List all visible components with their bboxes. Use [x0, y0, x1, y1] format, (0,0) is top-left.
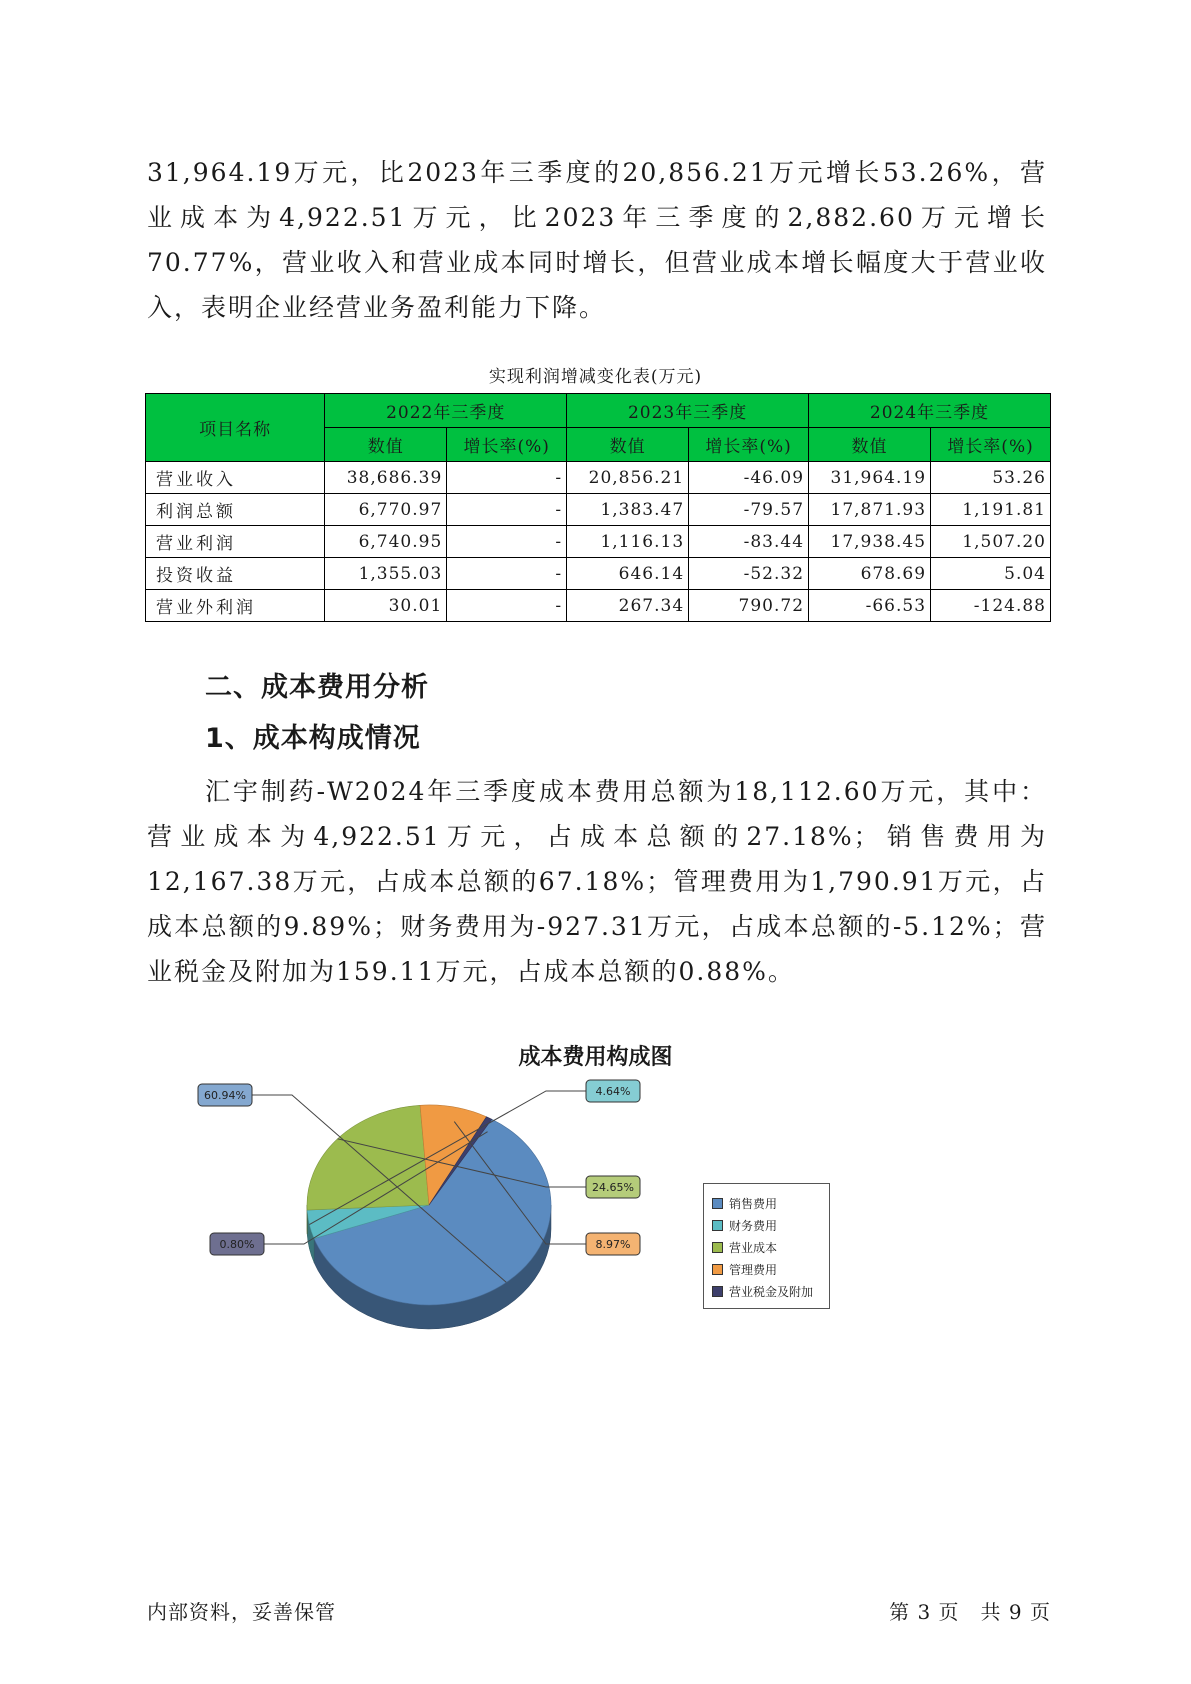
value-cell: 267.34 [567, 590, 689, 622]
growth-cell: - [447, 590, 567, 622]
growth-cell: 1,191.81 [931, 494, 1051, 526]
table-body [146, 462, 1051, 622]
row-label: 投资收益 [146, 558, 325, 590]
legend-swatch [712, 1198, 723, 1209]
value-header: 数值 [567, 428, 689, 462]
legend-label: 销售费用 [729, 1196, 778, 1211]
legend-swatch [712, 1264, 723, 1275]
footer-confidential: 内部资料，妥善保管 [147, 1600, 336, 1624]
legend-label: 财务费用 [729, 1218, 778, 1233]
value-cell: 20,856.21 [567, 462, 689, 494]
data-label [198, 1084, 252, 1106]
intro-paragraph: 31,964.19万元，比2023年三季度的20,856.21万元增长53.26%，营业成本为4,922.51万元，比2023年三季度的2,882.60万元增长70.77%，营业收入和营业成本同时增长，但营业成本增长幅度大于营业收入，表明企业经营业务盈利能力下降。 [147, 158, 1047, 322]
year-header: 2022年三季度 [325, 394, 567, 428]
data-label [586, 1080, 640, 1102]
legend-label: 营业税金及附加 [729, 1284, 814, 1299]
growth-cell: 5.04 [931, 558, 1051, 590]
growth-cell: - [447, 494, 567, 526]
value-cell: 646.14 [567, 558, 689, 590]
value-cell: 678.69 [809, 558, 931, 590]
value-cell: 38,686.39 [325, 462, 447, 494]
section-heading: 二、成本费用分析 [205, 672, 429, 703]
growth-cell: -46.09 [689, 462, 809, 494]
footer-page-number: 第 3 页 共 9 页 [889, 1600, 1051, 1624]
value-cell: 1,116.13 [567, 526, 689, 558]
growth-cell: 53.26 [931, 462, 1051, 494]
cost-paragraph: 汇宇制药-W2024年三季度成本费用总额为18,112.60万元，其中：营业成本为4,922.51万元，占成本总额的27.18%；销售费用为12,167.38万元，占成本总额的67.18%；管理费用为1,790.91万元，占成本总额的9.89%；财务费用为-927.31万元，占成本总额的-5.12%；营业税金及附加为159.11万元，占成本总额的0.88%。 [147, 777, 1047, 986]
value-cell: 6,740.95 [325, 526, 447, 558]
legend-item [712, 1214, 829, 1236]
legend-item [712, 1258, 829, 1280]
value-header: 数值 [325, 428, 447, 462]
row-label: 利润总额 [146, 494, 325, 526]
growth-cell: -52.32 [689, 558, 809, 590]
chart-legend [703, 1183, 830, 1309]
row-label: 营业收入 [146, 462, 325, 494]
data-label-text: 8.97% [595, 1238, 631, 1251]
table-row [146, 590, 1051, 622]
data-label-text: 0.80% [219, 1238, 255, 1251]
value-cell: 1,355.03 [325, 558, 447, 590]
growth-cell: -124.88 [931, 590, 1051, 622]
legend-label: 营业成本 [729, 1240, 778, 1255]
growth-header: 增长率(%) [689, 428, 809, 462]
legend-item [712, 1192, 829, 1214]
year-header: 2023年三季度 [567, 394, 809, 428]
growth-cell: 790.72 [689, 590, 809, 622]
growth-header: 增长率(%) [447, 428, 567, 462]
growth-cell: - [447, 526, 567, 558]
growth-cell: - [447, 558, 567, 590]
legend-item [712, 1280, 829, 1302]
value-cell: 30.01 [325, 590, 447, 622]
value-cell: 17,871.93 [809, 494, 931, 526]
value-cell: 6,770.97 [325, 494, 447, 526]
data-label [586, 1233, 640, 1255]
data-label-text: 60.94% [204, 1089, 246, 1102]
growth-cell: -79.57 [689, 494, 809, 526]
legend-swatch [712, 1242, 723, 1253]
pie-chart [190, 1085, 670, 1360]
growth-cell: -83.44 [689, 526, 809, 558]
chart-title: 成本费用构成图 [518, 1045, 673, 1070]
legend-swatch [712, 1220, 723, 1231]
growth-cell: 1,507.20 [931, 526, 1051, 558]
table-row [146, 462, 1051, 494]
pie-slice [307, 1105, 429, 1210]
value-header: 数值 [809, 428, 931, 462]
value-cell: -66.53 [809, 590, 931, 622]
data-label [586, 1176, 640, 1198]
legend-label: 管理费用 [729, 1262, 778, 1277]
legend-swatch [712, 1286, 723, 1297]
table-row [146, 494, 1051, 526]
value-cell: 17,938.45 [809, 526, 931, 558]
item-name-header: 项目名称 [146, 394, 325, 462]
data-label [210, 1233, 264, 1255]
growth-cell: - [447, 462, 567, 494]
table-row [146, 526, 1051, 558]
row-label: 营业外利润 [146, 590, 325, 622]
subsection-heading: 1、成本构成情况 [205, 723, 421, 754]
value-cell: 1,383.47 [567, 494, 689, 526]
growth-header: 增长率(%) [931, 428, 1051, 462]
table-title: 实现利润增减变化表(万元) [488, 367, 703, 387]
profit-table [145, 393, 1051, 622]
data-label-text: 24.65% [592, 1181, 634, 1194]
value-cell: 31,964.19 [809, 462, 931, 494]
year-header: 2024年三季度 [809, 394, 1051, 428]
legend-item [712, 1236, 829, 1258]
row-label: 营业利润 [146, 526, 325, 558]
data-label-text: 4.64% [595, 1085, 631, 1098]
table-row [146, 558, 1051, 590]
